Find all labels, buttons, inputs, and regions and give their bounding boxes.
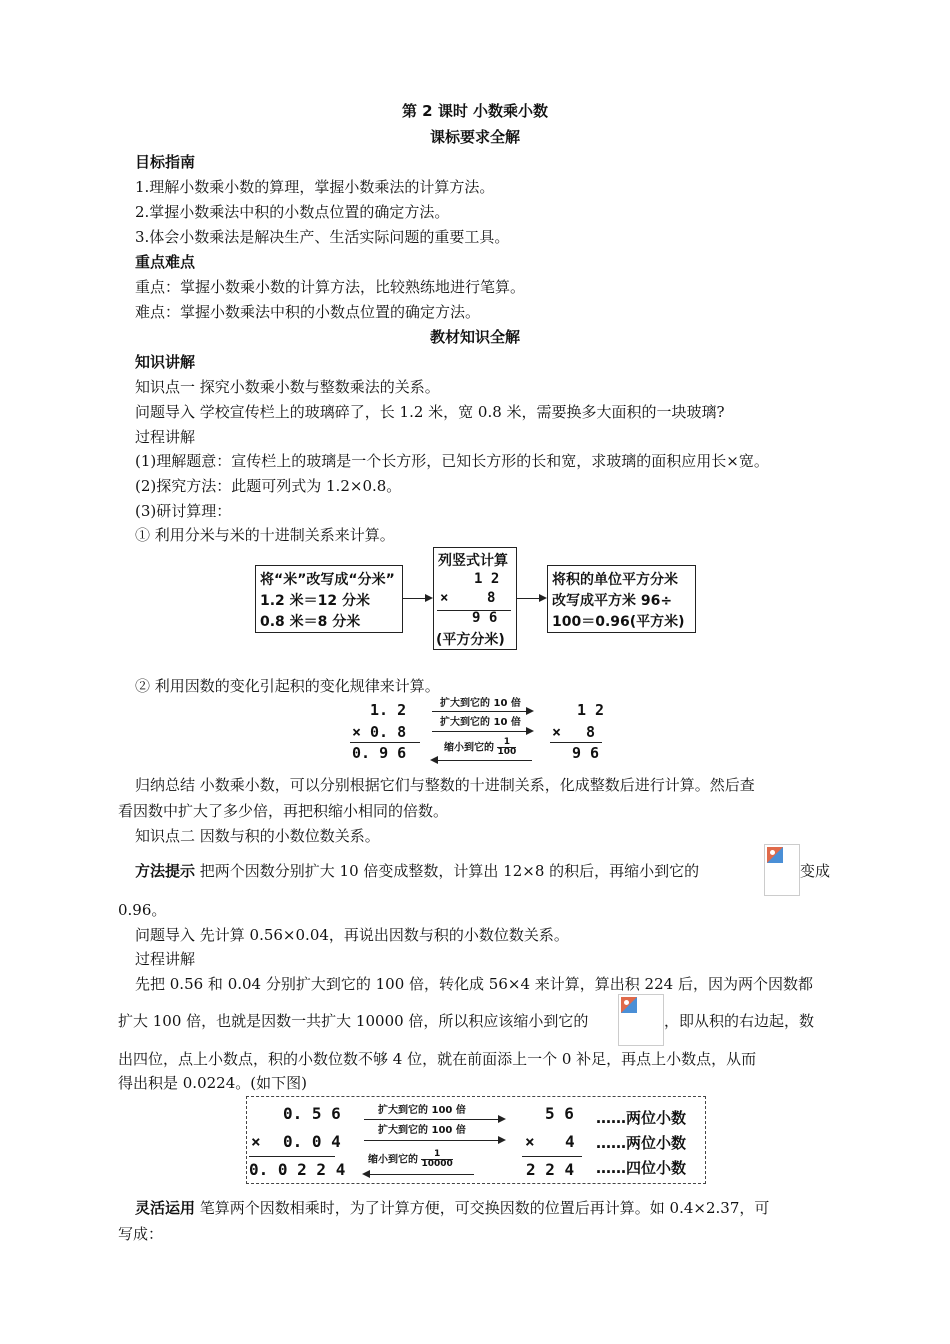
calc-line xyxy=(249,1156,335,1157)
arrow-label: 扩大到它的 10 倍 xyxy=(440,698,521,709)
key-difficulty-heading: 重点难点 xyxy=(135,253,196,271)
arrow-label: 扩大到它的 10 倍 xyxy=(440,717,521,728)
arrow-right xyxy=(364,1119,504,1120)
process-text: 先把 0.56 和 0.04 分别扩大到它的 100 倍，转化成 56×4 来计算，算出积 224 后，因为两个因数都 xyxy=(135,975,813,993)
times-sign: × xyxy=(352,723,362,741)
product: 0. 0 2 2 4 xyxy=(249,1160,346,1179)
lesson-title: 第 2 课时 小数乘小数 xyxy=(401,102,549,120)
arrow-right xyxy=(432,731,532,732)
multiplier: 8 xyxy=(487,590,496,606)
times-sign: × xyxy=(251,1132,261,1151)
section-heading-textbook: 教材知识全解 xyxy=(429,328,520,346)
tip-text-tail: 变成 xyxy=(800,862,831,880)
factor-b-int: 8 xyxy=(586,723,596,741)
step-2: (2)探究方法：此题可列式为 1.2×0.8。 xyxy=(135,477,402,495)
factor-b: 0. 8 xyxy=(370,723,407,741)
conversion-box xyxy=(255,565,403,633)
decimal-note: ……四位小数 xyxy=(596,1159,687,1177)
method-2: ② 利用因数的变化引起积的变化规律来计算。 xyxy=(135,677,440,695)
unit-convert-box xyxy=(547,565,696,633)
flex-text: 笔算两个因数相乘时，为了计算方便，可交换因数的位置后再计算。如 0.4×2.37，可 xyxy=(195,1199,770,1217)
times-sign: × xyxy=(525,1132,535,1151)
tip-heading: 方法提示 xyxy=(135,862,196,880)
goal-item: 3.体会小数乘法是解决生产、生活实际问题的重要工具。 xyxy=(135,228,510,246)
unit-label: (平方分米) xyxy=(436,632,505,648)
arrow-label: 扩大到它的 100 倍 xyxy=(378,1125,466,1136)
calc-line xyxy=(522,1156,582,1157)
fraction: $\frac{1}{10000}$ xyxy=(421,1149,453,1169)
product: 9 6 xyxy=(472,610,498,626)
step-1: (1)理解题意：宣传栏上的玻璃是一个长方形，已知长方形的长和宽，求玻璃的面积应用长×宽。 xyxy=(135,452,769,470)
process-text: 出四位，点上小数点，积的小数位数不够 4 位，就在前面添上一个 0 补足，再点上小数点，从而 xyxy=(118,1050,757,1068)
vertical-calc-box xyxy=(433,547,517,650)
flex-heading: 灵活运用 xyxy=(135,1199,196,1217)
box-text: 100＝0.96(平方米) xyxy=(552,614,685,630)
factor-a-int: 5 6 xyxy=(545,1104,574,1123)
arrow-label: 缩小到它的 $\frac{1}{10000}$ xyxy=(368,1149,453,1169)
tip-text: 把两个因数分别扩大 10 倍变成整数，计算出 12×8 的积后，再缩小到它的 xyxy=(195,862,700,880)
difficulty-point: 难点：掌握小数乘法中积的小数点位置的确定方法。 xyxy=(135,303,481,321)
flex-text: 写成： xyxy=(118,1225,164,1243)
decimal-note: ……两位小数 xyxy=(596,1109,687,1127)
summary-line: 归纳总结 小数乘小数，可以分别根据它们与整数的十进制关系，化成整数后进行计算。然后查 xyxy=(135,776,755,794)
broken-image-icon xyxy=(618,994,664,1046)
box-text: 将积的单位平方分米 xyxy=(552,572,678,588)
multiplicand: 1 2 xyxy=(474,571,500,587)
tip-text-end: 0.96。 xyxy=(118,901,167,919)
arrow-left xyxy=(364,1174,474,1175)
method-tip xyxy=(135,861,699,881)
method-1: ① 利用分米与米的十进制关系来计算。 xyxy=(135,526,395,544)
process-text: 得出积是 0.0224。(如下图) xyxy=(118,1074,307,1092)
process-heading-1: 过程讲解 xyxy=(135,428,196,446)
arrow-label: 缩小到它的 $\frac{1}{100}$ xyxy=(444,737,517,757)
fraction: $\frac{1}{100}$ xyxy=(497,737,517,757)
arrow-right xyxy=(517,598,545,599)
box-text: 改写成平方米 96÷ xyxy=(552,593,673,609)
box-text: 1.2 米＝12 分米 xyxy=(260,593,371,609)
product: 0. 9 6 xyxy=(352,744,407,762)
summary-line: 看因数中扩大了多少倍，再把积缩小相同的倍数。 xyxy=(118,802,449,820)
goal-item: 2.掌握小数乘法中积的小数点位置的确定方法。 xyxy=(135,203,450,221)
arrow-label: 扩大到它的 100 倍 xyxy=(378,1105,466,1116)
question-intro-1: 问题导入 学校宣传栏上的玻璃碎了，长 1.2 米，宽 0.8 米，需要换多大面积的一块玻璃? xyxy=(135,403,725,421)
box-text: 0.8 米＝8 分米 xyxy=(260,614,361,630)
factor-a: 1. 2 xyxy=(370,701,407,719)
times-sign: × xyxy=(552,723,562,741)
box-text: 将“米”改写成“分米” xyxy=(260,572,395,588)
arrow-right xyxy=(364,1140,504,1141)
knowledge-point-1: 知识点一 探究小数乘小数与整数乘法的关系。 xyxy=(135,378,440,396)
goal-item: 1.理解小数乘小数的算理，掌握小数乘法的计算方法。 xyxy=(135,178,495,196)
process-heading-2: 过程讲解 xyxy=(135,950,196,968)
factor-a-int: 1 2 xyxy=(577,701,605,719)
factor-b: 0. 0 4 xyxy=(283,1132,341,1151)
arrow-left xyxy=(432,760,532,761)
decimal-note: ……两位小数 xyxy=(596,1134,687,1152)
section-heading-standards: 课标要求全解 xyxy=(429,128,520,146)
broken-image-icon xyxy=(764,844,800,896)
box-title: 列竖式计算 xyxy=(438,553,508,569)
process-text: 扩大 100 倍，也就是因数一共扩大 10000 倍，所以积应该缩小到它的 xyxy=(118,1012,589,1030)
factor-b-int: 4 xyxy=(565,1132,575,1151)
step-3: (3)研讨算理： xyxy=(135,502,232,520)
times-sign: × xyxy=(440,590,449,606)
goal-heading: 目标指南 xyxy=(135,153,196,171)
knowledge-heading: 知识讲解 xyxy=(135,353,196,371)
knowledge-point-2: 知识点二 因数与积的小数位数关系。 xyxy=(135,827,380,845)
process-text: ，即从积的右边起，数 xyxy=(664,1012,815,1030)
question-intro-2: 问题导入 先计算 0.56×0.04，再说出因数与积的小数位数关系。 xyxy=(135,926,569,944)
factor-a: 0. 5 6 xyxy=(283,1104,341,1123)
arrow-right xyxy=(403,598,431,599)
product-int: 2 2 4 xyxy=(526,1160,575,1179)
key-point: 重点：掌握小数乘小数的计算方法，比较熟练地进行笔算。 xyxy=(135,278,526,296)
product-int: 9 6 xyxy=(572,744,600,762)
arrow-right xyxy=(432,711,532,712)
flexible-use xyxy=(135,1198,769,1218)
